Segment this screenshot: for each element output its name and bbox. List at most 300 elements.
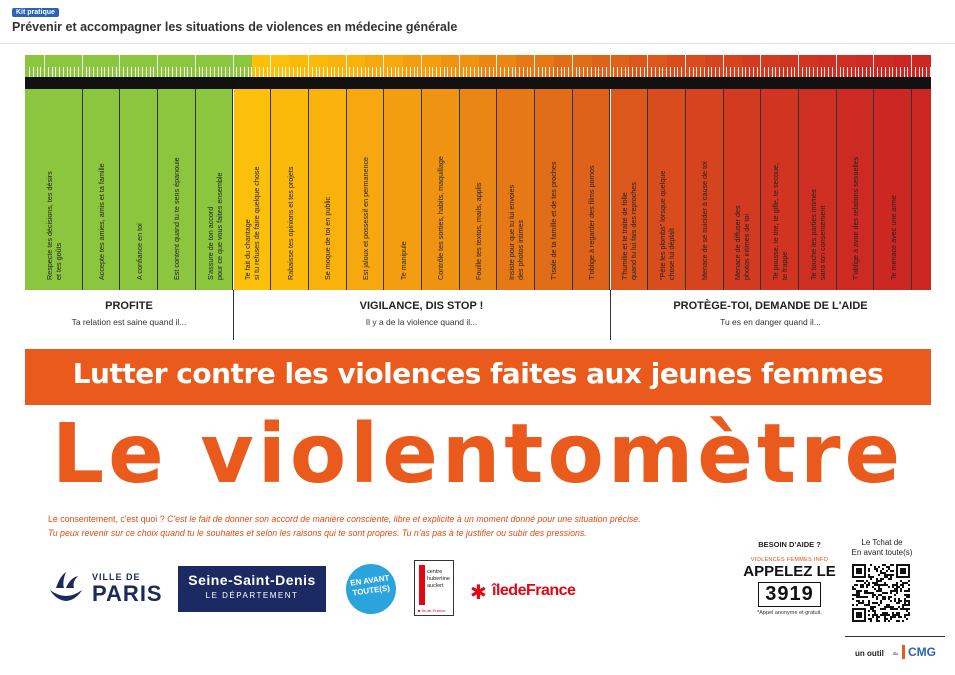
zone-subtitle: Ta relation est saine quand il... (71, 317, 187, 327)
ruler-tick (749, 67, 750, 77)
ruler-tick (376, 67, 377, 77)
ruler-tick (591, 67, 592, 77)
ruler-tick (308, 55, 309, 77)
scale-item-text: T'oblige à avoir des relations sexuelles (851, 156, 861, 280)
zone-title: PROFITE (105, 300, 153, 312)
scale-number: 3 (117, 79, 123, 89)
seine-saint-denis-logo (178, 566, 326, 612)
scale-item-text: Est content quand tu te sens épanouie (172, 157, 182, 280)
scale-column (158, 89, 196, 290)
ruler-tick (153, 67, 154, 77)
scale-column (271, 89, 309, 290)
ruler-tick (889, 67, 890, 77)
ruler-tick (444, 67, 445, 77)
ruler-tick (512, 67, 513, 77)
ruler-tick (840, 67, 841, 77)
ruler-tick (553, 67, 554, 77)
ruler-tick (892, 67, 893, 77)
ruler-tick (429, 67, 430, 77)
ruler-tick (930, 67, 931, 77)
zone-danger (610, 290, 931, 340)
ruler-tick (496, 55, 497, 77)
scale-column-end (912, 89, 931, 290)
main-title: Le violentomètre (51, 407, 905, 502)
ruler-tick (297, 67, 298, 77)
ruler-tick (745, 67, 746, 77)
ruler-tick (432, 67, 433, 77)
ruler-tick (851, 67, 852, 77)
scale-number: 10 (379, 79, 390, 89)
ruler-tick (866, 67, 867, 77)
ruler-tick (779, 67, 780, 77)
ruler-tick (598, 67, 599, 77)
ruler-tick (625, 67, 626, 77)
scale-item-text: Te menace avec une arme (888, 195, 898, 280)
ruler-tick (836, 55, 837, 77)
consent-question: Le consentement, c'est quoi ? (48, 514, 165, 524)
zone-subtitle: Il y a de la violence quand il... (365, 317, 478, 327)
tchat-label: Le Tchat de En avant toute(s) (851, 538, 913, 557)
en-avant-toutes-logo (343, 561, 399, 617)
ruler-tick (319, 67, 320, 77)
ruler-tick (466, 67, 467, 77)
ruler-tick (248, 67, 249, 77)
scale-item-text: Te manipule (398, 241, 408, 280)
ruler-tick (218, 67, 219, 77)
ruler-tick (670, 67, 671, 77)
ruler-tick (858, 67, 859, 77)
zones (25, 290, 931, 340)
ruler-tick (764, 67, 765, 77)
ruler-tick (621, 67, 622, 77)
ruler-tick (644, 67, 645, 77)
ruler-tick (323, 67, 324, 77)
ruler-tick (870, 67, 871, 77)
banner-text: Lutter contre les violences faites aux jeunes femmes (72, 357, 884, 390)
scale-number: 17 (643, 79, 654, 89)
paris-ship-icon (46, 568, 86, 608)
ruler-tick (647, 55, 648, 77)
ruler-tick (485, 67, 486, 77)
ruler-tick (775, 67, 776, 77)
ruler-tick (180, 67, 181, 77)
ruler-tick (474, 67, 475, 77)
scale-item-text: Menace de se suicider à cause de toi (700, 161, 710, 280)
ruler-tick (704, 67, 705, 77)
scale-column (120, 89, 158, 290)
ruler-tick (417, 67, 418, 77)
consent-line2: Tu peux revenir sur ce choix quand tu le souhaites et selon les raisons qui te sont propres. Tu n'as pas à te justifier ou subir des pressions. (48, 528, 587, 538)
ruler-tick (451, 67, 452, 77)
ruler-tick (29, 67, 30, 77)
ruler-tick (813, 67, 814, 77)
scale-item-text: Te pousse, te tire, te gifle, te secoue, te frappe (771, 162, 790, 280)
help-info: VIOLENCES FEMMES INFO (750, 557, 829, 563)
ruler-tick (568, 67, 569, 77)
chub-bar (419, 565, 425, 605)
ruler-tick (828, 67, 829, 77)
ruler-tick (93, 67, 94, 77)
ruler-tick (655, 67, 656, 77)
ruler-tick (561, 67, 562, 77)
violentometer-scale (25, 55, 931, 290)
scale-number: 8 (306, 79, 312, 89)
scale-number: 13 (492, 79, 503, 89)
ruler-tick (757, 67, 758, 77)
ruler-tick (459, 55, 460, 77)
paris-big: PARIS (92, 581, 163, 606)
ruler-tick (809, 67, 810, 77)
scale-column (761, 89, 799, 290)
ruler-tick (911, 55, 912, 77)
ruler-tick (873, 55, 874, 77)
ruler-tick (406, 67, 407, 77)
ruler-tick (632, 67, 633, 77)
ruler-tick (361, 67, 362, 77)
header (0, 0, 955, 44)
ruler-tick (387, 67, 388, 77)
ruler-tick (900, 67, 901, 77)
ruler-tick (150, 67, 151, 77)
scale-item-text: Accepte tes amies, amis et ta famille (97, 163, 107, 280)
ruler-tick (104, 67, 105, 77)
zone-subtitle: Tu es en danger quand il... (720, 317, 821, 327)
ruler-tick (821, 67, 822, 77)
ruler-tick (206, 67, 207, 77)
ruler-tick (59, 67, 60, 77)
scale-column (309, 89, 347, 290)
scale-column (497, 89, 535, 290)
scale-number: 12 (454, 79, 465, 89)
ruler-tick (753, 67, 754, 77)
scale-column (83, 89, 121, 290)
ruler-tick (493, 67, 494, 77)
ruler-tick (82, 55, 83, 77)
ruler-tick (481, 67, 482, 77)
ruler-tick (478, 67, 479, 77)
scale-column (837, 89, 875, 290)
ruler-tick (700, 67, 701, 77)
ruler-tick (304, 67, 305, 77)
scale-item-text: "Pète les plombs" lorsque quelque chose lui déplaît (658, 170, 677, 280)
ruler-tick (131, 67, 132, 77)
ruler-tick (489, 67, 490, 77)
scale-column (874, 89, 912, 290)
scale-column (611, 89, 649, 290)
ruler-tick (37, 67, 38, 77)
ruler-tick (346, 55, 347, 77)
chub-text: centre hubertine auclert (427, 569, 450, 589)
ruler-tick (847, 67, 848, 77)
consent-answer: C'est le fait de donner son accord de manière consciente, libre et explicite à un moment donné pour une situation précise. (167, 514, 641, 524)
scale-item-text: Se moque de toi en public (323, 196, 333, 280)
ruler-tick (74, 67, 75, 77)
ruler-tick (534, 55, 535, 77)
scale-item-text: T'isole de ta famille et de tes proches (549, 161, 559, 280)
ruler-tick (926, 67, 927, 77)
ruler-tick (549, 67, 550, 77)
ruler-tick (628, 67, 629, 77)
ruler-tick (519, 67, 520, 77)
ruler-tick (391, 67, 392, 77)
ruler-tick (640, 67, 641, 77)
ruler-tick (410, 67, 411, 77)
ruler-tick (67, 67, 68, 77)
ruler-tick (730, 67, 731, 77)
ruler-tick (338, 67, 339, 77)
ruler-tick (365, 67, 366, 77)
ruler-tick (214, 67, 215, 77)
ruler-tick (696, 67, 697, 77)
ruler-tick (331, 67, 332, 77)
ruler-tick (915, 67, 916, 77)
help-question: BESOIN D'AIDE ? (758, 540, 821, 549)
ruler-tick (259, 67, 260, 77)
ruler-tick (421, 55, 422, 77)
ruler-tick (240, 67, 241, 77)
eat-text: EN AVANT TOUTE(S) (349, 573, 391, 598)
ruler-tick (33, 67, 34, 77)
scale-column (573, 89, 611, 290)
ruler-tick (538, 67, 539, 77)
ruler-tick (101, 67, 102, 77)
scale-number: 4 (155, 79, 161, 89)
scale-column (686, 89, 724, 290)
ruler-tick (545, 67, 546, 77)
help-block (742, 540, 837, 616)
ruler-tick (44, 55, 45, 77)
ruler-tick (293, 67, 294, 77)
ruler-tick (772, 67, 773, 77)
ruler-tick (202, 67, 203, 77)
ruler-tick (726, 67, 727, 77)
scale-item-text: T'humilie et te traite de folle quand tu lui fais des reproches (620, 182, 639, 280)
ssd-small: LE DÉPARTEMENT (205, 591, 299, 600)
ruler-tick (357, 67, 358, 77)
ruler-tick (334, 67, 335, 77)
ruler-tick (659, 67, 660, 77)
ruler-tick (617, 67, 618, 77)
page-title: Prévenir et accompagner les situations de violences en médecine générale (12, 20, 458, 34)
ruler-tick (862, 67, 863, 77)
ruler-tick (693, 67, 694, 77)
ruler-tick (282, 67, 283, 77)
ruler-tick (576, 67, 577, 77)
ruler-tick (383, 55, 384, 77)
ruler-tick (527, 67, 528, 77)
footer-du: du (893, 651, 899, 656)
ruler-tick (161, 67, 162, 77)
ruler-tick (368, 67, 369, 77)
ruler-tick (395, 67, 396, 77)
ruler-tick (233, 55, 234, 77)
scale-column (25, 89, 83, 290)
ruler-tick (738, 67, 739, 77)
ruler-tick (557, 67, 558, 77)
ruler-tick (274, 67, 275, 77)
help-note: *Appel anonyme et gratuit. (757, 610, 822, 616)
cmg-logo: CMG (902, 645, 939, 659)
ruler-tick (798, 55, 799, 77)
scale-column (724, 89, 762, 290)
ruler-tick (508, 67, 509, 77)
ruler (25, 55, 931, 77)
ruler-tick (398, 67, 399, 77)
scale-number: 5 (193, 79, 199, 89)
zone-title: VIGILANCE, DIS STOP ! (359, 300, 484, 312)
ruler-tick (52, 67, 53, 77)
ruler-tick (108, 67, 109, 77)
ruler-tick (372, 67, 373, 77)
ruler-tick (48, 67, 49, 77)
ruler-tick (806, 67, 807, 77)
ruler-tick (919, 67, 920, 77)
ruler-tick (263, 67, 264, 77)
scale-number: 16 (605, 79, 616, 89)
ruler-tick (55, 67, 56, 77)
ruler-tick (572, 55, 573, 77)
ruler-tick (689, 67, 690, 77)
ruler-tick (97, 67, 98, 77)
ruler-tick (674, 67, 675, 77)
scale-item-text: Te touche les parties intimes sans ton consentement (808, 189, 827, 280)
ruler-tick (89, 67, 90, 77)
footer (845, 636, 945, 664)
ruler-tick (255, 67, 256, 77)
scale-item-text: A confiance en toi (134, 223, 144, 280)
ruler-tick (855, 67, 856, 77)
ruler-tick (515, 67, 516, 77)
help-call: APPELEZ LE (743, 563, 836, 580)
ruler-tick (312, 67, 313, 77)
ruler-tick (327, 67, 328, 77)
scale-number: 22 (831, 79, 842, 89)
ruler-tick (123, 67, 124, 77)
scale-item-text: S'assure de ton accord pour ce que vous faites ensemble (205, 172, 224, 280)
ruler-tick (63, 67, 64, 77)
ruler-tick (610, 55, 611, 77)
ruler-tick (349, 67, 350, 77)
ruler-tick (221, 67, 222, 77)
scale-number: 15 (567, 79, 578, 89)
ssd-big: Seine-Saint-Denis (188, 572, 316, 588)
centre-hubertine-logo (414, 560, 454, 616)
chub-foot: ■ Île-de-France (418, 608, 446, 613)
ruler-tick (316, 67, 317, 77)
ruler-tick (662, 67, 663, 77)
ruler-tick (402, 67, 403, 77)
scale-item-text: Fouille tes textos, mails, applis (474, 182, 484, 280)
qr-code-icon[interactable] (852, 564, 910, 622)
scale-number: 11 (417, 79, 427, 89)
scale-number: 9 (344, 79, 350, 89)
ruler-tick (832, 67, 833, 77)
banner (25, 349, 931, 405)
scale-number: 18 (680, 79, 691, 89)
help-number[interactable]: 3919 (758, 582, 821, 607)
ruler-tick (380, 67, 381, 77)
idf-text: îledeFrance (492, 582, 576, 599)
ruler-tick (119, 55, 120, 77)
zone-title: PROTÈGE-TOI, DEMANDE DE L'AIDE (673, 300, 868, 312)
ruler-tick (112, 67, 113, 77)
ruler-tick (229, 67, 230, 77)
scale-number: 2 (80, 79, 86, 89)
ruler-tick (210, 67, 211, 77)
ruler-tick (414, 67, 415, 77)
ruler-tick (199, 67, 200, 77)
ruler-tick (613, 67, 614, 77)
ruler-tick (168, 67, 169, 77)
ruler-tick (285, 67, 286, 77)
zone-profite (25, 290, 233, 340)
ruler-tick (353, 67, 354, 77)
scale-number: 14 (530, 79, 541, 89)
scale-item-text: Te fait du chantage si tu refuses de faire quelque chose (243, 166, 262, 280)
scale-column (460, 89, 498, 290)
scale-number: 23 (869, 79, 880, 89)
scale-number: 24 (907, 79, 918, 89)
ruler-tick (708, 67, 709, 77)
ruler-tick (677, 67, 678, 77)
ruler-tick (768, 67, 769, 77)
ruler-tick (504, 67, 505, 77)
ruler-tick (636, 67, 637, 77)
ruler-tick (715, 67, 716, 77)
star-icon: ✱ (470, 580, 487, 604)
ruler-tick (885, 67, 886, 77)
scale-item-text: T'oblige à regarder des films pornos (587, 165, 597, 280)
ruler-tick (142, 67, 143, 77)
ruler-tick (651, 67, 652, 77)
ruler-tick (195, 55, 196, 77)
ruler-tick (711, 67, 712, 77)
ruler-tick (176, 67, 177, 77)
ruler-tick (455, 67, 456, 77)
scale-column (535, 89, 573, 290)
ruler-tick (289, 67, 290, 77)
scale-column (648, 89, 686, 290)
ruler-tick (157, 55, 158, 77)
ruler-tick (267, 67, 268, 77)
ruler-tick (184, 67, 185, 77)
ruler-tick (734, 67, 735, 77)
ruler-tick (300, 67, 301, 77)
ruler-tick (742, 67, 743, 77)
scale-column (384, 89, 422, 290)
scale-number: 6 (230, 79, 237, 89)
ruler-tick (165, 67, 166, 77)
ruler-tick (685, 55, 686, 77)
scale-column (234, 89, 272, 290)
ruler-tick (236, 67, 237, 77)
ruler-tick (463, 67, 464, 77)
ile-de-france-logo (470, 580, 610, 604)
ruler-tick (436, 67, 437, 77)
ruler-tick (723, 55, 724, 77)
ruler-tick (470, 67, 471, 77)
zone-vigilance (233, 290, 610, 340)
ruler-tick (70, 67, 71, 77)
ruler-tick (583, 67, 584, 77)
ruler-tick (78, 67, 79, 77)
ruler-tick (251, 67, 252, 77)
ruler-tick (817, 67, 818, 77)
scale-item-text: Est jaloux et possessif en permanence (360, 156, 370, 280)
ruler-tick (447, 67, 448, 77)
ruler-tick (606, 67, 607, 77)
ruler-tick (719, 67, 720, 77)
